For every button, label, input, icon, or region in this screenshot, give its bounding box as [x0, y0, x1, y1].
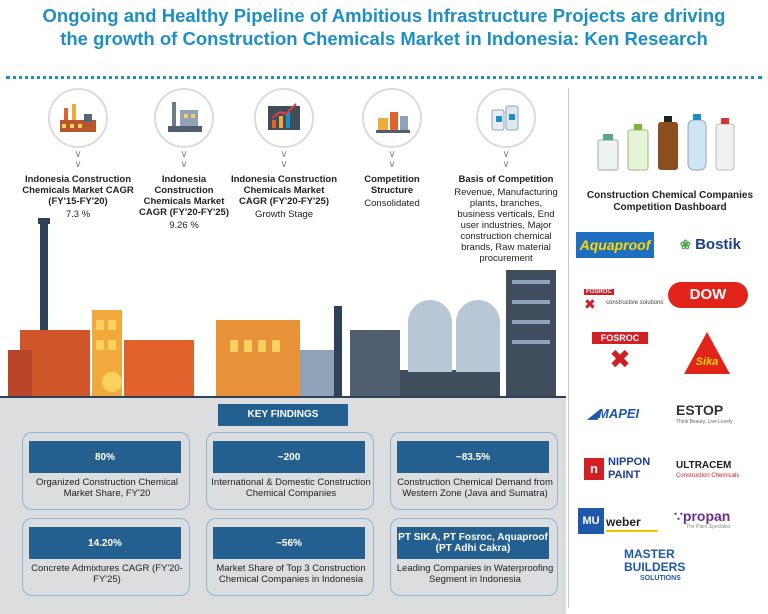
dashboard-title: Construction Chemical Companies Competition Dashboard — [586, 190, 754, 213]
chevron-down-icon: ∨ ∨ — [74, 149, 82, 170]
fosroc-small-text: FOSROC — [586, 289, 612, 295]
fosroc-x-icon: ✖ — [609, 344, 631, 374]
refinery-icon — [362, 88, 422, 148]
nippon-n-icon: n — [584, 458, 604, 480]
indicator-value: Revenue, Manufacturing plants, branches, business verticals, End user industries, Major construction chemical brands, Raw material procurement — [454, 187, 558, 264]
indicator-label: Indonesia Construction Chemicals Market CAGR (FY'15-FY'20) — [22, 174, 134, 207]
finding-value: 80% — [29, 441, 181, 473]
ultracem-text: ULTRACEM — [676, 460, 732, 471]
finding-card — [22, 518, 190, 596]
solutions-text: SOLUTIONS — [640, 575, 681, 582]
propan-text-wrap — [674, 508, 758, 524]
finding-card — [390, 518, 558, 596]
finding-desc: Organized Construction Chemical Market Share, FY'20 — [35, 477, 179, 499]
indicator-label: Indonesia Construction Chemicals Market CAGR (FY'20-FY'25) — [230, 174, 338, 207]
nippon-paint-logo — [584, 456, 664, 482]
builders-text: BUILDERS — [624, 560, 686, 574]
finding-card — [390, 432, 558, 510]
sika-text: Sika — [695, 356, 719, 368]
mapei-logo — [588, 404, 654, 424]
finding-value: 14.20% — [29, 527, 181, 559]
indicator-competition-structure — [350, 88, 434, 209]
indicator-value: Growth Stage — [254, 209, 314, 220]
panel-divider — [568, 88, 569, 608]
indicator-value: Consolidated — [364, 198, 420, 209]
fosroc-mark-icon: ✖ — [584, 296, 596, 312]
industrial-skyline-illustration — [0, 210, 566, 400]
chevron-down-icon: ∨ ∨ — [388, 149, 396, 170]
finding-value: PT SIKA, PT Fosroc, Aquaproof (PT Adhi Cakra) — [397, 527, 549, 559]
indicator-cagr-15-20 — [22, 88, 134, 220]
weber-logo: weber — [606, 512, 658, 532]
mapei-mark-icon: ◢ — [588, 406, 598, 421]
bostik-leaf-icon: ❀ — [680, 237, 691, 252]
finding-value: ~83.5% — [397, 441, 549, 473]
finding-card — [206, 518, 374, 596]
sika-logo — [682, 330, 732, 376]
nippon-text: NIPPON — [608, 456, 651, 468]
finding-value: ~56% — [213, 527, 365, 559]
estop-text: ESTOP — [676, 402, 724, 418]
fosroc-text: FOSROC — [592, 332, 648, 344]
paint-text: PAINT — [608, 469, 641, 481]
mu-logo: MU — [578, 508, 604, 534]
propan-text: propan — [682, 508, 731, 524]
indicator-value: 7.3 % — [65, 209, 91, 220]
page-title — [0, 4, 768, 50]
fosroc-small-logo — [584, 280, 668, 310]
plant-icon — [154, 88, 214, 148]
indicator-value: 9.26 % — [169, 220, 199, 231]
chemical-bottles-icon — [476, 88, 536, 148]
estop-logo — [676, 402, 752, 432]
finding-card — [206, 432, 374, 510]
estop-subtitle: Think Beauty, Live Lovely — [676, 419, 733, 425]
ultracem-subtitle: Construction Chemicals — [676, 473, 740, 479]
growth-chart-icon — [254, 88, 314, 148]
propan-logo — [674, 508, 758, 534]
key-findings-label: KEY FINDINGS — [218, 404, 348, 426]
factory-icon — [48, 88, 108, 148]
fosroc-logo — [592, 332, 648, 376]
finding-value: ~200 — [213, 441, 365, 473]
master-text: MASTER — [624, 547, 675, 561]
finding-desc: Construction Chemical Demand from Western Zone (Java and Sumatra) — [397, 477, 553, 499]
finding-desc: International & Domestic Construction Chemical Companies — [211, 477, 371, 499]
indicator-label: Competition Structure — [364, 174, 420, 196]
finding-desc: Concrete Admixtures CAGR (FY'20-FY'25) — [31, 563, 183, 585]
dow-logo: DOW — [668, 282, 748, 308]
finding-card — [22, 432, 190, 510]
fosroc-small-subtitle: constructive solutions — [606, 300, 664, 306]
finding-desc: Market Share of Top 3 Construction Chemical Companies in Indonesia — [216, 563, 366, 585]
propan-subtitle: The Paint Specialist — [686, 524, 731, 530]
bostik-text: Bostik — [695, 236, 741, 253]
master-builders-logo — [624, 548, 724, 590]
chevron-down-icon: ∨ ∨ — [502, 149, 510, 170]
propan-dots-icon: ∵ — [674, 508, 683, 524]
bostik-logo — [680, 232, 752, 258]
indicator-growth-stage — [230, 88, 338, 220]
title-line-2: the growth of Construction Chemicals Market in Indonesia: Ken Research — [60, 28, 708, 49]
mapei-text: MAPEI — [598, 406, 640, 421]
title-line-1: Ongoing and Healthy Pipeline of Ambitious Infrastructure Projects are driving — [42, 5, 726, 26]
indicator-label: Basis of Competition — [458, 174, 554, 185]
chevron-down-icon: ∨ ∨ — [280, 149, 288, 170]
sika-triangle-icon — [682, 330, 732, 376]
indicator-label: Indonesia Construction Chemicals Market CAGR (FY'20-FY'25) — [138, 174, 230, 218]
ultracem-logo — [676, 460, 756, 482]
finding-desc: Leading Companies in Waterproofing Segment in Indonesia — [396, 563, 554, 585]
dotted-divider — [6, 76, 762, 79]
chemical-bottles-illustration — [594, 110, 744, 172]
aquaproof-logo: Aquaproof — [576, 232, 654, 258]
chevron-down-icon: ∨ ∨ — [180, 149, 188, 170]
